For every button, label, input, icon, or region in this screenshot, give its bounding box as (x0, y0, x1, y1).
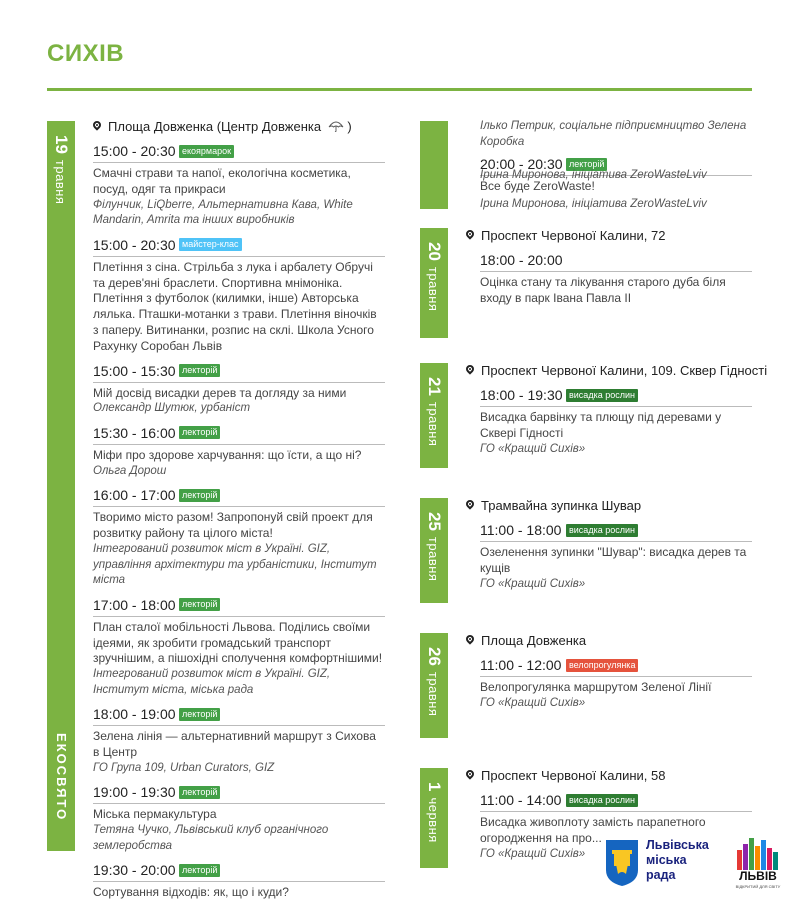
event-organizer: Ірина Миронова, ініціатива ZeroWasteLviv (480, 198, 707, 211)
event-organizer-overlap: Ірина Миронова, ініціатива ZeroWasteLviv (480, 169, 707, 182)
event-organizer: Інтегрований розвиток міст в Україні. GIZ, управління архітектури та урбаністики, Інститут міста (93, 542, 377, 587)
event-organizer: Тетяна Чучко, Львівський клуб органічного землеробства (93, 824, 329, 852)
event-badge: лекторій (566, 158, 607, 171)
event-description: Міська пермакультура (93, 807, 217, 822)
event-badge: екоярмарок (179, 145, 234, 158)
map-pin-icon (91, 119, 102, 130)
event-time-row (93, 484, 385, 507)
title-divider (47, 88, 752, 91)
location-heading: Трамвайна зупинка Шувар (466, 496, 752, 516)
event-organizer: ГО «Кращий Сихів» (480, 696, 586, 709)
location-heading: Проспект Червоної Калини, 58 (466, 766, 752, 786)
event-item (93, 140, 385, 231)
event-badge: висадка рослин (566, 389, 638, 402)
coat-of-arms-icon (604, 838, 640, 888)
event-badge: лекторій (179, 786, 220, 799)
event-time-row (480, 384, 752, 407)
event-description: Міфи про здорове харчування: що їсти, а що ні? (93, 447, 362, 462)
event-badge: лекторій (179, 598, 220, 611)
right-event-block (466, 631, 752, 711)
page-title: СИХІВ (47, 40, 125, 67)
date-month: травня (426, 266, 441, 312)
event-badge: лекторій (179, 426, 220, 439)
event-description: Смачні страви та напої, екологічна косметика, посуд, одяг та прикраси (93, 166, 351, 196)
event-time: 18:00 - 20:00 (480, 252, 563, 268)
date-tab-1 (420, 768, 448, 868)
event-time: 19:30 - 20:00 (93, 862, 176, 879)
event-badge: висадка рослин (566, 524, 638, 537)
event-badge: велопрогулянка (566, 659, 638, 672)
date-month: травня (426, 401, 441, 447)
date-day: 21 (425, 377, 444, 396)
map-pin-icon (464, 633, 475, 644)
date-month: травня (426, 536, 441, 582)
event-item (93, 781, 385, 856)
event-time: 15:30 - 16:00 (93, 424, 176, 441)
date-day: 20 (425, 242, 444, 261)
event-badge: лекторій (179, 864, 220, 877)
event-badge: лекторій (179, 708, 220, 721)
event-description: Озеленення зупинки "Шувар": висадка дерев та кущів (480, 545, 747, 575)
location-heading: Проспект Червоної Калини, 72 (466, 226, 752, 246)
event-time-row (93, 234, 385, 257)
event-time: 11:00 - 12:00 (480, 657, 562, 673)
location-heading: Площа Довженка (466, 631, 752, 651)
event-time-row (93, 422, 385, 445)
event-organizer: Інтегрований розвиток міст в Україні. GIZ, Інститут міста, міська рада (93, 668, 331, 696)
event-time-row (480, 249, 752, 272)
council-line-2: міська (646, 853, 687, 867)
event-description: План сталої мобільності Львова. Поділись своїми ідеями, як зробити громадський транспорт зручнішим, а пішохідні сполучення комфортнішими! (93, 619, 383, 666)
right-event-block (466, 361, 768, 457)
event-description: Висадка барвінку та плющу під деревами у Сквері Гідності (480, 410, 722, 440)
event-organizer: ГО «Кращий Сихів» (480, 442, 586, 455)
council-line-3: рада (646, 868, 676, 882)
lviv-brand-logo (734, 836, 782, 894)
event-time-row (93, 859, 385, 882)
event-time-row (480, 789, 752, 812)
event-time: 11:00 - 14:00 (480, 792, 562, 808)
map-pin-icon (464, 363, 475, 374)
date-month: червня (426, 797, 441, 843)
event-time-row (93, 140, 385, 163)
event-organizer: Олександр Шутюк, урбаніст (93, 402, 251, 415)
event-time-row (93, 703, 385, 726)
event-time-row (93, 594, 385, 617)
event-time: 17:00 - 18:00 (93, 596, 176, 613)
event-time-row (480, 654, 752, 677)
event-description: Плетіння з сіна. Стрільба з лука і арбалету Обручі та дерев'яні браслети. Спортивна мнімоніка. Плетіння з футболок (килимки, інше) Авторська лялька. Пташки-мотанки з трави. Плетіння віночків з паперу. Витинанки, розпис на склі. Школа Усного Рахунку Соробан Львів (93, 259, 377, 353)
location-heading: Проспект Червоної Калини, 109. Сквер Гідності (466, 361, 752, 381)
event-badge: лекторій (179, 364, 220, 377)
event-badge: висадка рослин (566, 794, 638, 807)
lviv-tagline: ВІДКРИТИЙ ДЛЯ СВІТУ (735, 884, 781, 889)
event-time: 18:00 - 19:30 (480, 387, 563, 403)
event-item (93, 859, 385, 903)
event-organizer: ГО «Кращий Сихів» (480, 577, 586, 590)
event-organizer: Філунчик, LiQberre, Альтернативна Кава, White Mandarin, Amrita та інших виробників (93, 198, 353, 227)
event-time: 18:00 - 19:00 (93, 706, 176, 723)
date-day: 19 (52, 135, 71, 154)
date-tab-20 (420, 228, 448, 338)
event-description: Все буде ZeroWaste! (480, 179, 595, 194)
event-organizer: Ілько Петрик, соціальне підприємництво Зелена Коробка (480, 120, 747, 148)
lviv-city-council-logo (602, 836, 722, 892)
event-item (93, 703, 385, 778)
map-pin-icon (464, 228, 475, 239)
event-badge: лекторій (179, 489, 220, 502)
event-time: 16:00 - 17:00 (93, 487, 176, 504)
event-item (93, 234, 385, 357)
event-description: Висадка живоплоту замість парапетного огородження на про... (480, 815, 706, 845)
event-organizer: ГО «Кращий Сихів» (480, 847, 586, 860)
map-pin-icon (464, 498, 475, 509)
lviv-wordmark: ЛЬВІВ (739, 869, 777, 883)
event-item (93, 360, 385, 419)
location-heading: Площа Довженка (Центр Довженка ) (93, 117, 385, 137)
date-month: травня (53, 159, 68, 205)
council-line-1: Львівська (646, 838, 709, 852)
event-time: 15:00 - 20:30 (93, 236, 176, 253)
event-description: Сортування відходів: як, що і куди? (93, 885, 289, 900)
event-time: 15:00 - 15:30 (93, 362, 176, 379)
event-description: Зелена лінія — альтернативний маршрут з Сихова в Центр (93, 729, 376, 760)
date-tab-25 (420, 498, 448, 603)
date-month: травня (426, 671, 441, 717)
date-tab-19-may (47, 121, 75, 851)
date-day: 1 (425, 782, 444, 792)
left-schedule (93, 117, 385, 903)
event-time-row (93, 360, 385, 383)
lviv-towers-icon (735, 836, 781, 870)
event-time: 11:00 - 18:00 (480, 522, 562, 538)
event-description: Велопрогулянка маршрутом Зеленої Лінії (480, 680, 712, 694)
date-tab-continuation (420, 121, 448, 209)
event-time: 19:00 - 19:30 (93, 784, 176, 801)
date-day: 25 (425, 512, 444, 531)
right-event-block (466, 226, 752, 307)
event-badge: майстер-клас (179, 238, 242, 251)
event-item (93, 484, 385, 590)
event-description: Творимо місто разом! Запропонуй свій проект для розвитку району та цілого міста! (93, 510, 373, 541)
event-time: 20:00 - 20:30 (480, 156, 563, 173)
date-day: 26 (425, 647, 444, 666)
event-item (93, 422, 385, 481)
event-organizer: Ольга Дорош (93, 464, 167, 477)
date-tab-21 (420, 363, 448, 468)
event-item (93, 594, 385, 701)
event-time-row (93, 781, 385, 804)
eco-label: ЕКОСВЯТО (54, 733, 69, 822)
event-description: Оцінка стану та лікування старого дуба біля входу в парк Івана Павла ІІ (480, 275, 726, 305)
umbrella-icon (328, 120, 344, 132)
right-continuation (480, 119, 752, 216)
event-description: Мій досвід висадки дерев та догляду за ними (93, 385, 347, 400)
map-pin-icon (464, 768, 475, 779)
event-time-row (480, 519, 752, 542)
date-tab-26 (420, 633, 448, 738)
event-time: 15:00 - 20:30 (93, 143, 176, 159)
event-organizer: ГО Група 109, Urban Curators, GIZ (93, 761, 275, 774)
right-event-block (466, 496, 752, 592)
